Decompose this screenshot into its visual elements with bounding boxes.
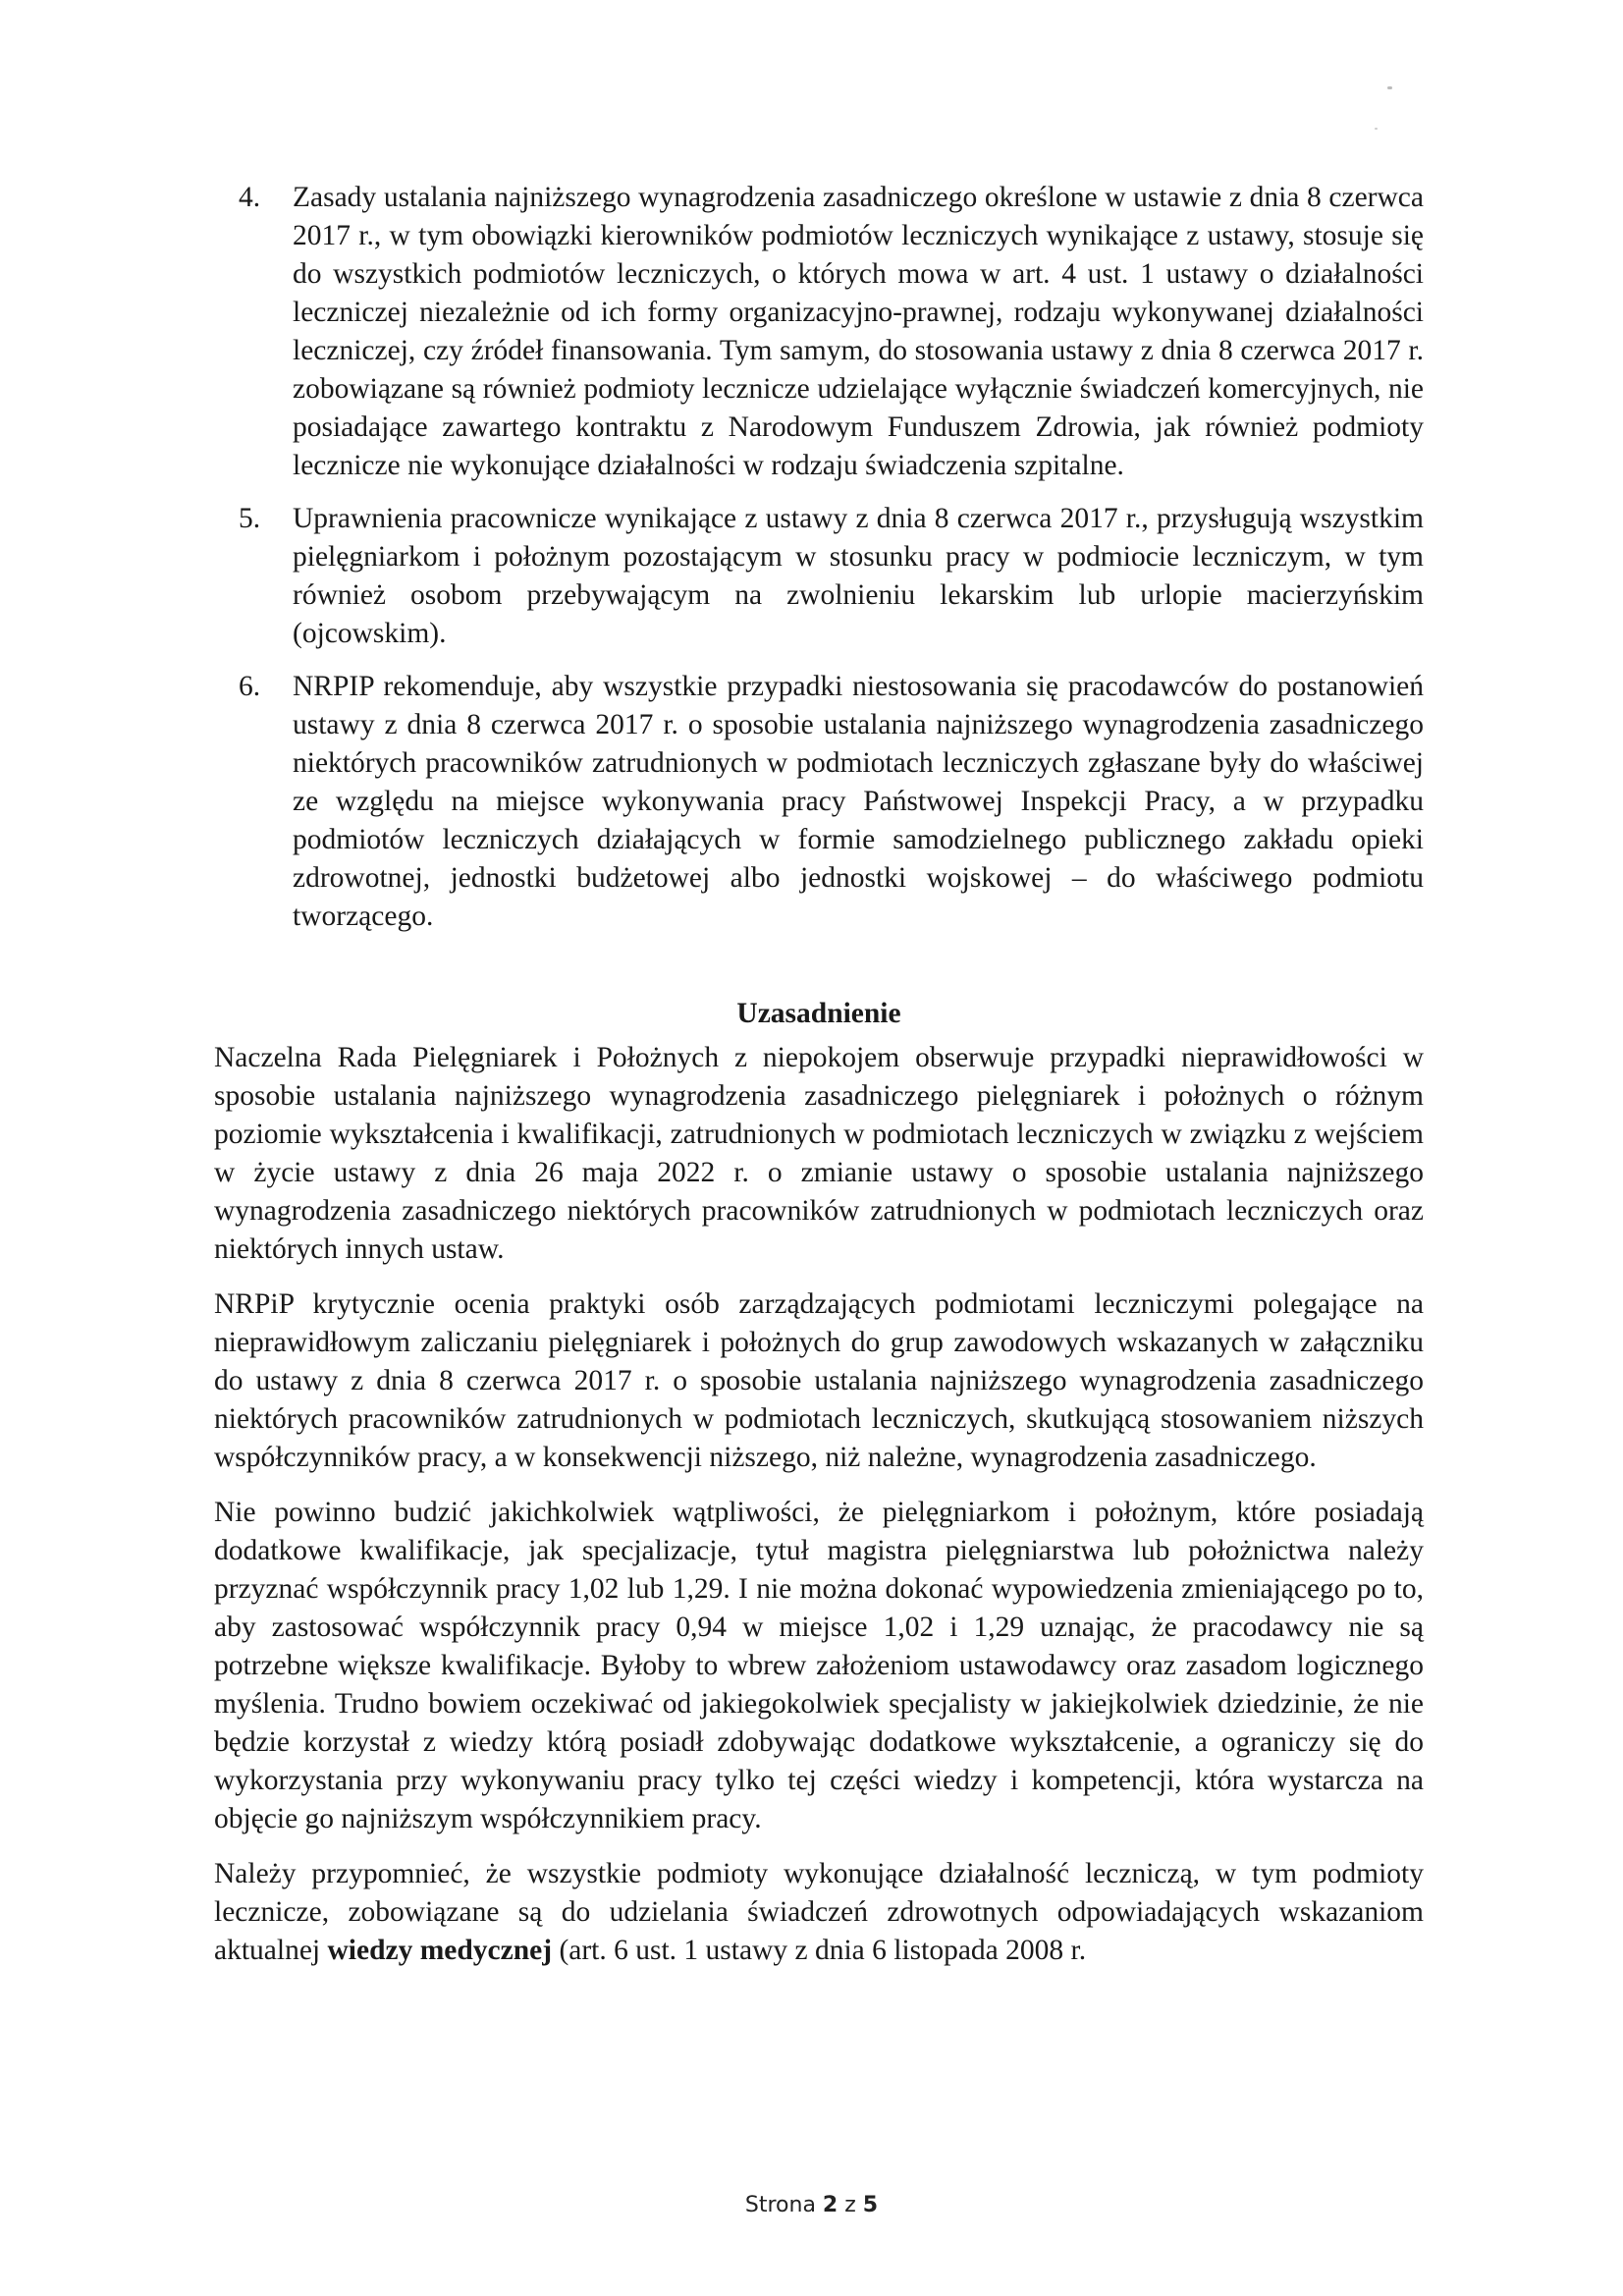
- footer-separator: z: [838, 2193, 863, 2217]
- list-item-number: 4.: [239, 182, 261, 213]
- total-pages-number: 5: [862, 2193, 879, 2217]
- footer-label: Strona: [744, 2193, 823, 2217]
- paragraph-last: [214, 1855, 1424, 1970]
- list-item-text: Uprawnienia pracownicze wynikające z ustawy z dnia 8 czerwca 2017 r., przysługują wszystkim pielęgniarkom i położnym pozostającym w stosunku pracy w podmiocie leczniczym, w tym również osobom przebywającym na zwolnieniu lekarskim lub urlopie macierzyńskim (ojcowskim).: [293, 503, 1424, 649]
- list-item-text: Zasady ustalania najniższego wynagrodzenia zasadniczego określone w ustawie z dnia 8 czerwca 2017 r., w tym obowiązki kierowników podmiotów leczniczych wynikające z ustawy, stosuje się do wszystkich podmiotów leczniczych, o których mowa w art. 4 ust. 1 ustawy o działalności leczniczej niezależnie od ich formy organizacyjno-prawnej, rodzaju wykonywanej działalności leczniczej, czy źródeł finansowania. Tym samym, do stosowania ustawy z dnia 8 czerwca 2017 r. zobowiązane są również podmioty lecznicze udzielające wyłącznie świadczeń komercyjnych, nie posiadające zawartego kontraktu z Narodowym Funduszem Zdrowia, jak również podmioty lecznicze nie wykonujące działalności w rodzaju świadczenia szpitalne.: [293, 182, 1424, 481]
- bold-phrase: wiedzy medycznej: [327, 1935, 553, 1966]
- scan-mark: [1375, 128, 1378, 130]
- paragraph: Naczelna Rada Pielęgniarek i Położnych z niepokojem obserwuje przypadki nieprawidłowości w sposobie ustalania najniższego wynagrodzenia zasadniczego pielęgniarek i położnych o różnym poziomie wykształcenia i kwalifikacji, zatrudnionych w podmiotach leczniczych w związku z wejściem w życie ustawy z dnia 26 maja 2022 r. o zmianie ustawy o sposobie ustalania najniższego wynagrodzenia zasadniczego niektórych pracowników zatrudnionych w podmiotach leczniczych oraz niektórych innych ustaw.: [214, 1042, 1424, 1265]
- paragraph: Nie powinno budzić jakichkolwiek wątpliwości, że pielęgniarkom i położnym, które posiadają dodatkowe kwalifikacje, jak specjalizacje, tytuł magistra pielęgniarstwa lub położnictwa należy przyznać współczynnik pracy 1,02 lub 1,29. I nie można dokonać wypowiedzenia zmieniającego po to, aby zastosować współczynnik pracy 0,94 w miejsce 1,02 i 1,29 uznając, że pracodawcy nie są potrzebne większe kwalifikacje. Byłoby to wbrew założeniom ustawodawcy oraz zasadom logicznego myślenia. Trudno bowiem oczekiwać od jakiegokolwiek specjalisty w jakiejkolwiek dziedzinie, że nie będzie korzystał z wiedzy którą posiadł zdobywając dodatkowe wykształcenie, a ograniczy się do wykorzystania przy wykonywaniu pracy tylko tej części wiedzy i kompetencji, która wystarcza na objęcie go najniższym współczynnikiem pracy.: [214, 1497, 1424, 1834]
- list-item-number: 6.: [239, 671, 261, 702]
- paragraph: NRPiP krytycznie ocenia praktyki osób zarządzających podmiotami leczniczymi polegające na nieprawidłowym zaliczaniu pielęgniarek i położnych do grup zawodowych wskazanych w załączniku do ustawy z dnia 8 czerwca 2017 r. o sposobie ustalania najniższego wynagrodzenia zasadniczego niektórych pracowników zatrudnionych w podmiotach leczniczych, skutkującą stosowaniem niższych współczynników pracy, a w konsekwencji niższego, niż należne, wynagrodzenia zasadniczego.: [214, 1288, 1424, 1473]
- section-heading: Uzasadnienie: [736, 998, 901, 1029]
- scan-mark: [1387, 86, 1392, 89]
- page-footer: [0, 2193, 1623, 2217]
- list-item: [214, 179, 1424, 485]
- paragraph-text: Należy przypomnieć, że wszystkie podmioty wykonujące działalność leczniczą, w tym podmioty lecznicze, zobowiązane są do udzielania świadczeń zdrowotnych odpowiadających wskazaniom aktualnej: [214, 1858, 1424, 1966]
- list-item: [214, 668, 1424, 936]
- current-page-number: 2: [822, 2193, 839, 2217]
- list-item-number: 5.: [239, 503, 261, 534]
- paragraph-text: (art. 6 ust. 1 ustawy z dnia 6 listopada 2008 r.: [552, 1935, 1087, 1966]
- list-item: [214, 500, 1424, 653]
- list-item-text: NRPIP rekomenduje, aby wszystkie przypadki niestosowania się pracodawców do postanowień ustawy z dnia 8 czerwca 2017 r. o sposobie ustalania najniższego wynagrodzenia zasadniczego niektórych pracowników zatrudnionych w podmiotach leczniczych zgłaszane były do właściwej ze względu na miejsce wykonywania pracy Państwowej Inspekcji Pracy, a w przypadku podmiotów leczniczych działających w formie samodzielnego publicznego zakładu opieki zdrowotnej, jednostki budżetowej albo jednostki wojskowej – do właściwego podmiotu tworzącego.: [293, 671, 1424, 932]
- document-body: [214, 179, 1424, 1987]
